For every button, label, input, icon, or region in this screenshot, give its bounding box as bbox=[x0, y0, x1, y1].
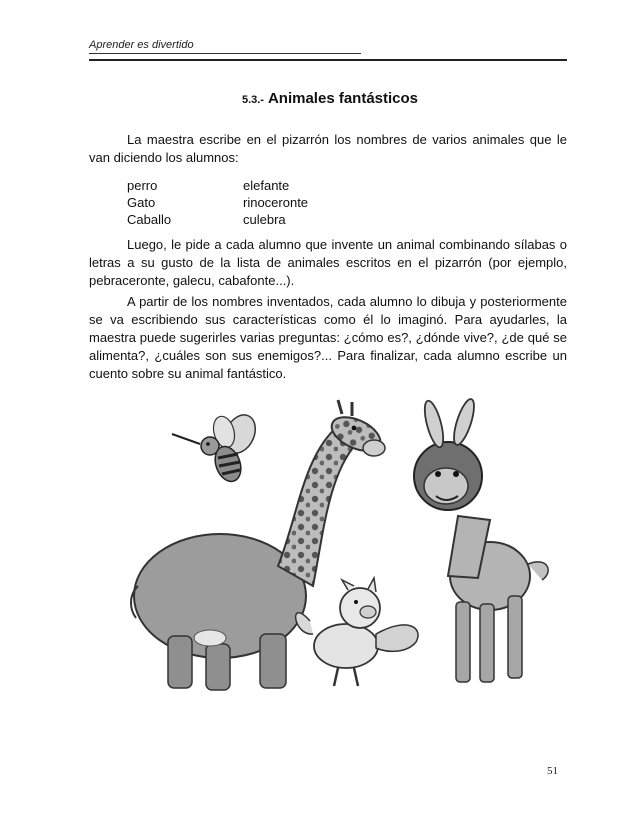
fantastic-animals-illustration bbox=[128, 396, 568, 696]
list-row bbox=[127, 194, 308, 211]
section-title: Animales fantásticos bbox=[267, 90, 419, 107]
paragraph-drawing: A partir de los nombres inventados, cada alumno lo dibuja y posteriormente se va escribiendo sus características como él lo imaginó. Para ayudarles, la maestra puede sugerirles varias preguntas: ¿cómo es?, ¿dónde vive?, ¿de qué se alimenta?, ¿cuáles son sus enemigos?... Para finalizar, cada alumno escribe un cuento sobre su animal fantástico. bbox=[89, 294, 567, 381]
page-number: 51 bbox=[547, 765, 558, 777]
list-row bbox=[127, 211, 308, 228]
list-item: Gato bbox=[127, 195, 156, 210]
bee-bird-figure bbox=[172, 410, 261, 485]
paragraph-intro: La maestra escribe en el pizarrón los nombres de varios animales que le van diciendo los alumnos: bbox=[89, 132, 567, 165]
list-item: Caballo bbox=[127, 212, 172, 227]
list-item: elefante bbox=[243, 178, 290, 193]
header-rule-thin bbox=[89, 53, 361, 54]
list-item: culebra bbox=[243, 212, 286, 227]
animal-list bbox=[127, 177, 308, 228]
section-heading bbox=[0, 90, 638, 108]
monkey-llama-figure bbox=[414, 397, 548, 682]
paragraph-combine: Luego, le pide a cada alumno que invente un animal combinando sílabas o letras a su gusto de la lista de animales escritos en el pizarrón (por ejemplo, pebraceronte, galecu, cabafonte...). bbox=[89, 237, 567, 288]
list-row bbox=[127, 177, 308, 194]
header-title: Aprender es divertido bbox=[89, 39, 194, 51]
section-number: 5.3.- bbox=[241, 94, 264, 106]
pig-bird-figure bbox=[296, 578, 418, 686]
list-item: rinoceronte bbox=[243, 195, 309, 210]
header-rule-thick bbox=[89, 59, 567, 61]
list-item: perro bbox=[127, 178, 158, 193]
